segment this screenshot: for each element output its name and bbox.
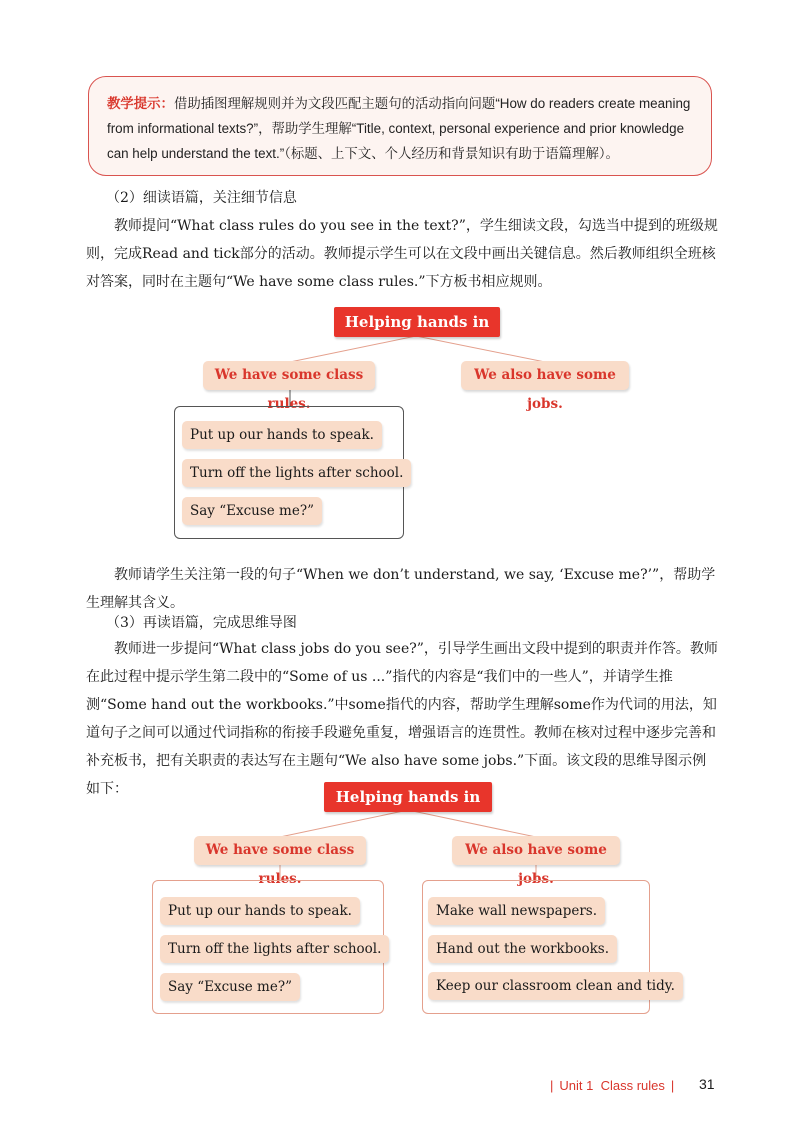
job-item: Keep our classroom clean and tidy.: [428, 972, 683, 1000]
mind-map-1-title: Helping hands in class: [334, 307, 500, 337]
mind-map-1-rules-heading: We have some class rules.: [203, 361, 375, 390]
footer-title: Class rules: [600, 1078, 665, 1093]
job-item: Hand out the workbooks.: [428, 935, 617, 963]
rule-item: Turn off the lights after school.: [160, 935, 389, 963]
teaching-tip-label: 教学提示：: [107, 96, 174, 111]
mind-map-2-jobs-heading: We also have some jobs.: [452, 836, 620, 865]
section-2-paragraph: 教师提问“What class rules do you see in the text?”，学生细读文段，勾选当中提到的班级规则，完成Read and tick部分的活动。教师提示学生可以在文段中画出关键信息。然后教师组织全班核对答案，同时在主题句“We have some class rules.”下方板书相应规则。: [86, 218, 718, 290]
rule-item: Put up our hands to speak.: [160, 897, 360, 925]
page-number: 31: [699, 1076, 715, 1092]
footer-divider: |: [670, 1078, 675, 1093]
teaching-tip-body: 借助插图理解规则并为文段匹配主题句的活动指向问题“How do readers create meaning from informational texts?”，帮助学生理解“Title, context, personal experience and prior knowledge can help understand the text.”（标题、上下文、个人经历和背景知识有助于语篇理解）。: [107, 96, 691, 161]
section-3-heading: （3）再读语篇，完成思维导图: [106, 615, 297, 631]
explanation-paragraph: 教师请学生关注第一段的句子“When we don’t understand, we say, ‘Excuse me?’”，帮助学生理解其含义。: [86, 567, 716, 611]
rule-item: Turn off the lights after school.: [182, 459, 411, 487]
section-2-heading: （2）细读语篇，关注细节信息: [106, 190, 297, 206]
footer-unit: Unit 1: [559, 1078, 594, 1093]
rule-item: Say “Excuse me?”: [182, 497, 322, 525]
mind-map-1-jobs-heading: We also have some jobs.: [461, 361, 629, 390]
rule-item: Put up our hands to speak.: [182, 421, 382, 449]
job-item: Make wall newspapers.: [428, 897, 605, 925]
rule-item: Say “Excuse me?”: [160, 973, 300, 1001]
mind-map-2-rules-heading: We have some class rules.: [194, 836, 366, 865]
footer-divider: |: [550, 1078, 554, 1093]
running-footer: [544, 1078, 680, 1093]
mind-map-2-title: Helping hands in class: [324, 782, 492, 812]
section-3-paragraph: 教师进一步提问“What class jobs do you see?”，引导学生画出文段中提到的职责并作答。教师在此过程中提示学生第二段中的“Some of us ...”指代的内容是“我们中的一些人”，并请学生推测“Some hand out the workbooks.”中some指代的内容，帮助学生理解some作为代词的用法，知道句子之间可以通过代词指称的衔接手段避免重复，增强语言的连贯性。教师在核对过程中逐步完善和补充板书，把有关职责的表达写在主题句“We also have some jobs.”下面。该文段的思维导图示例如下：: [86, 641, 718, 797]
